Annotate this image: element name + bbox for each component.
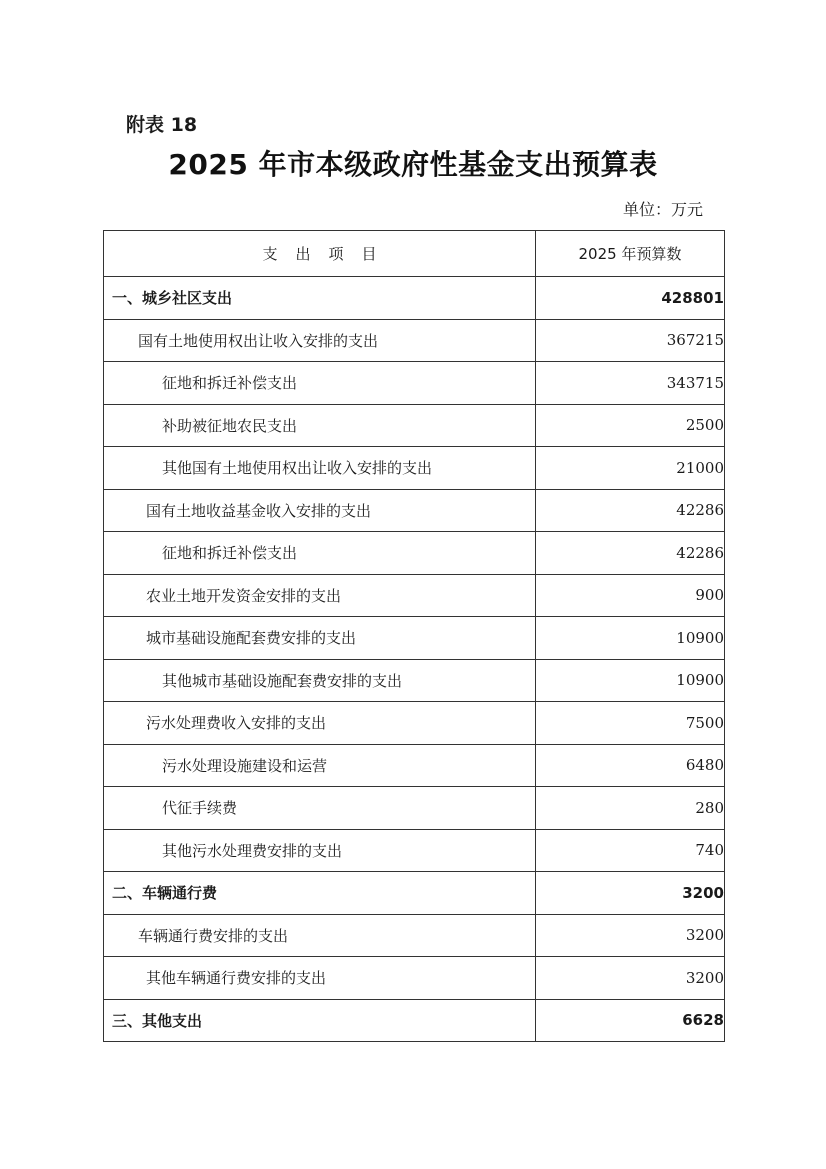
row-budget-value: 3200 (536, 914, 725, 957)
row-item-name: 国有土地使用权出让收入安排的支出 (104, 319, 536, 362)
table-header-row (104, 231, 725, 277)
row-item-name: 国有土地收益基金收入安排的支出 (104, 489, 536, 532)
row-budget-value: 6628 (536, 999, 725, 1042)
row-item-name: 农业土地开发资金安排的支出 (104, 574, 536, 617)
row-budget-value: 10900 (536, 659, 725, 702)
table-row (104, 362, 725, 405)
row-budget-value: 42286 (536, 532, 725, 575)
table-row (104, 447, 725, 490)
row-budget-value: 280 (536, 787, 725, 830)
row-item-name: 征地和拆迁补偿支出 (104, 532, 536, 575)
row-item-name: 二、车辆通行费 (104, 872, 536, 915)
table-row (104, 999, 725, 1042)
table-body (104, 277, 725, 1042)
row-budget-value: 42286 (536, 489, 725, 532)
row-budget-value: 3200 (536, 872, 725, 915)
row-budget-value: 21000 (536, 447, 725, 490)
row-item-name: 其他国有土地使用权出让收入安排的支出 (104, 447, 536, 490)
row-item-name: 一、城乡社区支出 (104, 277, 536, 320)
column-header-budget: 2025 年预算数 (536, 231, 725, 277)
table-row (104, 532, 725, 575)
table-row (104, 829, 725, 872)
table-row (104, 787, 725, 830)
table-row (104, 489, 725, 532)
row-budget-value: 900 (536, 574, 725, 617)
row-budget-value: 428801 (536, 277, 725, 320)
table-row (104, 319, 725, 362)
table-row (104, 574, 725, 617)
row-budget-value: 367215 (536, 319, 725, 362)
row-budget-value: 6480 (536, 744, 725, 787)
row-budget-value: 2500 (536, 404, 725, 447)
table-row (104, 872, 725, 915)
column-header-item (104, 231, 536, 277)
row-item-name: 征地和拆迁补偿支出 (104, 362, 536, 405)
table-row (104, 659, 725, 702)
column-header-item-label: 支出项目 (262, 245, 395, 263)
table-row (104, 617, 725, 660)
row-budget-value: 343715 (536, 362, 725, 405)
row-item-name: 污水处理费收入安排的支出 (104, 702, 536, 745)
row-item-name: 车辆通行费安排的支出 (104, 914, 536, 957)
row-item-name: 补助被征地农民支出 (104, 404, 536, 447)
appendix-label: 附表 18 (126, 114, 198, 136)
row-item-name: 三、其他支出 (104, 999, 536, 1042)
unit-label: 单位：万元 (622, 200, 703, 219)
budget-table (103, 230, 725, 1042)
table-row (104, 744, 725, 787)
row-item-name: 污水处理设施建设和运营 (104, 744, 536, 787)
row-budget-value: 10900 (536, 617, 725, 660)
table-row (104, 404, 725, 447)
page-title: 2025 年市本级政府性基金支出预算表 (168, 148, 658, 181)
row-budget-value: 740 (536, 829, 725, 872)
row-item-name: 城市基础设施配套费安排的支出 (104, 617, 536, 660)
table-row (104, 957, 725, 1000)
row-item-name: 其他城市基础设施配套费安排的支出 (104, 659, 536, 702)
table-row (104, 914, 725, 957)
table-row (104, 702, 725, 745)
row-budget-value: 7500 (536, 702, 725, 745)
row-item-name: 其他车辆通行费安排的支出 (104, 957, 536, 1000)
row-budget-value: 3200 (536, 957, 725, 1000)
table-row (104, 277, 725, 320)
row-item-name: 其他污水处理费安排的支出 (104, 829, 536, 872)
row-item-name: 代征手续费 (104, 787, 536, 830)
